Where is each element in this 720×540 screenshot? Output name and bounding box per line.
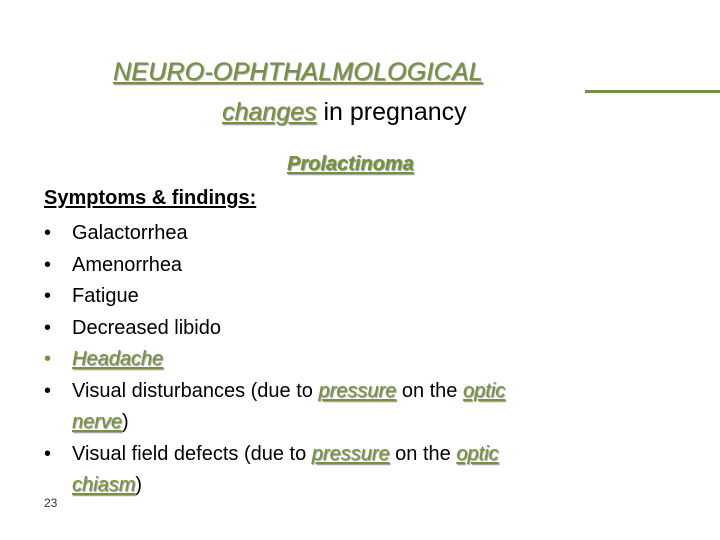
- list-item-text: on the: [389, 442, 457, 465]
- bullet-marker: •: [44, 348, 52, 370]
- slide-title-line2: [222, 98, 467, 127]
- slide-title-line1: NEURO-OPHTHALMOLOGICAL: [113, 58, 483, 86]
- list-item: [44, 376, 644, 439]
- list-item-text: Headache: [72, 348, 164, 370]
- list-item-text: Amenorrhea: [72, 253, 183, 276]
- page-number: 23: [44, 496, 58, 510]
- bullet-marker: •: [44, 316, 52, 339]
- list-item-text: on the: [396, 379, 463, 402]
- highlight-word: optic: [456, 442, 499, 465]
- bullet-marker: •: [44, 222, 52, 244]
- section-heading: Symptoms & findings:: [44, 187, 257, 209]
- highlight-word: nerve: [72, 411, 123, 433]
- bullet-marker: •: [44, 285, 52, 307]
- highlight-word: optic: [462, 379, 506, 402]
- highlight-word: pressure: [311, 442, 390, 465]
- list-item: [44, 344, 644, 376]
- symptom-list: [44, 218, 644, 502]
- list-item-text: Visual disturbances (due to: [72, 379, 319, 402]
- list-item-text: Galactorrhea: [72, 222, 188, 244]
- bullet-marker: •: [44, 442, 52, 465]
- title-underline-extension: [585, 90, 720, 93]
- bullet-marker: •: [44, 253, 52, 276]
- bullet-marker: •: [44, 379, 52, 402]
- list-item: [44, 218, 644, 250]
- list-item-text: Visual field defects (due to: [72, 442, 312, 465]
- highlight-word: chiasm: [72, 474, 136, 496]
- list-item-text: ): [122, 411, 129, 433]
- slide-subtitle: Prolactinoma: [287, 153, 414, 175]
- list-item-text: Decreased libido: [72, 316, 221, 339]
- list-item-text: ): [135, 474, 143, 496]
- highlight-word: pressure: [318, 379, 397, 402]
- list-item: [44, 439, 644, 502]
- title-highlight-word: changes: [222, 98, 317, 126]
- list-item: [44, 281, 644, 313]
- title-rest-text: in pregnancy: [316, 98, 467, 126]
- list-item-text: Fatigue: [72, 285, 139, 307]
- list-item: [44, 250, 644, 282]
- list-item: [44, 313, 644, 345]
